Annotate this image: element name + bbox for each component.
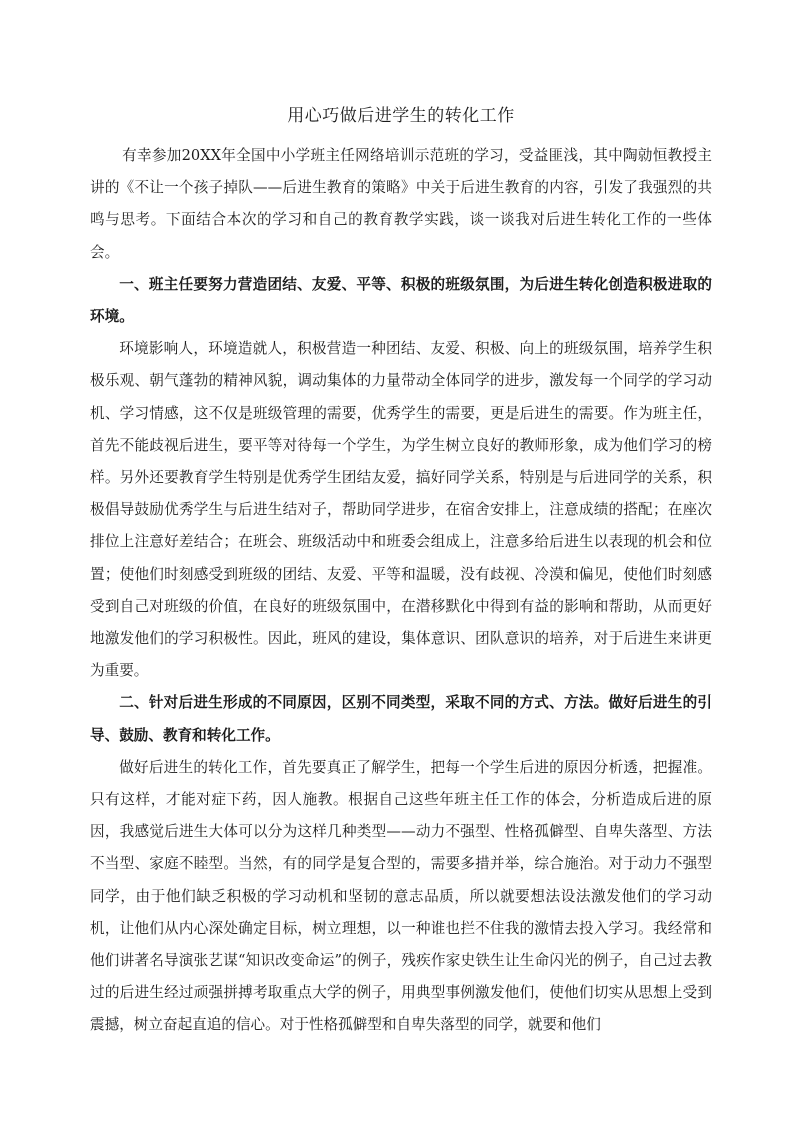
document-title: 用心巧做后进学生的转化工作 bbox=[287, 106, 515, 126]
section-heading-2: 二、针对后进生形成的不同原因，区别不同类型，采取不同的方式、方法。做好后进生的引导、鼓励、教育和转化工作。 bbox=[90, 694, 712, 744]
body-paragraph-2: 做好后进生的转化工作，首先要真正了解学生，把每一个学生后进的原因分析透，把握准。只有这样，才能对症下药，因人施教。根据自己这些年班主任工作的体会，分析造成后进的原因，我感觉后进生大体可以分为这样几种类型——动力不强型、性格孤僻型、自卑失落型、方法不当型、家庭不睦型。当然，有的同学是复合型的，需要多措并举，综合施治。对于动力不强型同学，由于他们缺乏积极的学习动机和坚韧的意志品质，所以就要想法设法激发他们的学习动机，让他们从内心深处确定目标，树立理想，以一种谁也拦不住我的激情去投入学习。我经常和他们讲著名导演张艺谋“知识改变命运”的例子，残疾作家史铁生让生命闪光的例子，自己过去教过的后进生经过顽强拼搏考取重点大学的例子，用典型事例激发他们，使他们切实从思想上受到震撼，树立奋起直追的信心。对于性格孤僻型和自卑失落型的同学，就要和他们 bbox=[90, 758, 712, 1034]
intro-paragraph: 有幸参加20XX年全国中小学班主任网络培训示范班的学习，受益匪浅，其中陶勍恒教授主讲的《不让一个孩子掉队——后进生教育的策略》中关于后进生教育的内容，引发了我强烈的共鸣与思考。下面结合本次的学习和自己的教育教学实践，谈一谈我对后进生转化工作的一些体会。 bbox=[90, 147, 712, 261]
document-page bbox=[90, 96, 712, 1042]
body-paragraph-1: 环境影响人，环境造就人，积极营造一种团结、友爱、积极、向上的班级氛围，培养学生积极乐观、朝气蓬勃的精神风貌，调动集体的力量带动全体同学的进步，激发每一个同学的学习动机、学习情感，这不仅是班级管理的需要，优秀学生的需要，更是后进生的需要。作为班主任，首先不能歧视后进生，要平等对待每一个学生，为学生树立良好的教师形象，成为他们学习的榜样。另外还要教育学生特别是优秀学生团结友爱，搞好同学关系，特别是与后进同学的关系，积极倡导鼓励优秀学生与后进生结对子，帮助同学进步，在宿舍安排上，注意成绩的搭配；在座次排位上注意好差结合；在班会、班级活动中和班委会组成上，注意多给后进生以表现的机会和位置；使他们时刻感受到班级的团结、友爱、平等和温暖，没有歧视、冷漠和偏见，使他们时刻感受到自己对班级的价值，在良好的班级氛围中，在潜移默化中得到有益的影响和帮助，从而更好地激发他们的学习积极性。因此，班风的建设，集体意识、团队意识的培养，对于后进生来讲更为重要。 bbox=[90, 340, 712, 680]
section-heading-1: 一、班主任要努力营造团结、友爱、平等、积极的班级氛围，为后进生转化创造积极进取的环境。 bbox=[90, 275, 712, 326]
